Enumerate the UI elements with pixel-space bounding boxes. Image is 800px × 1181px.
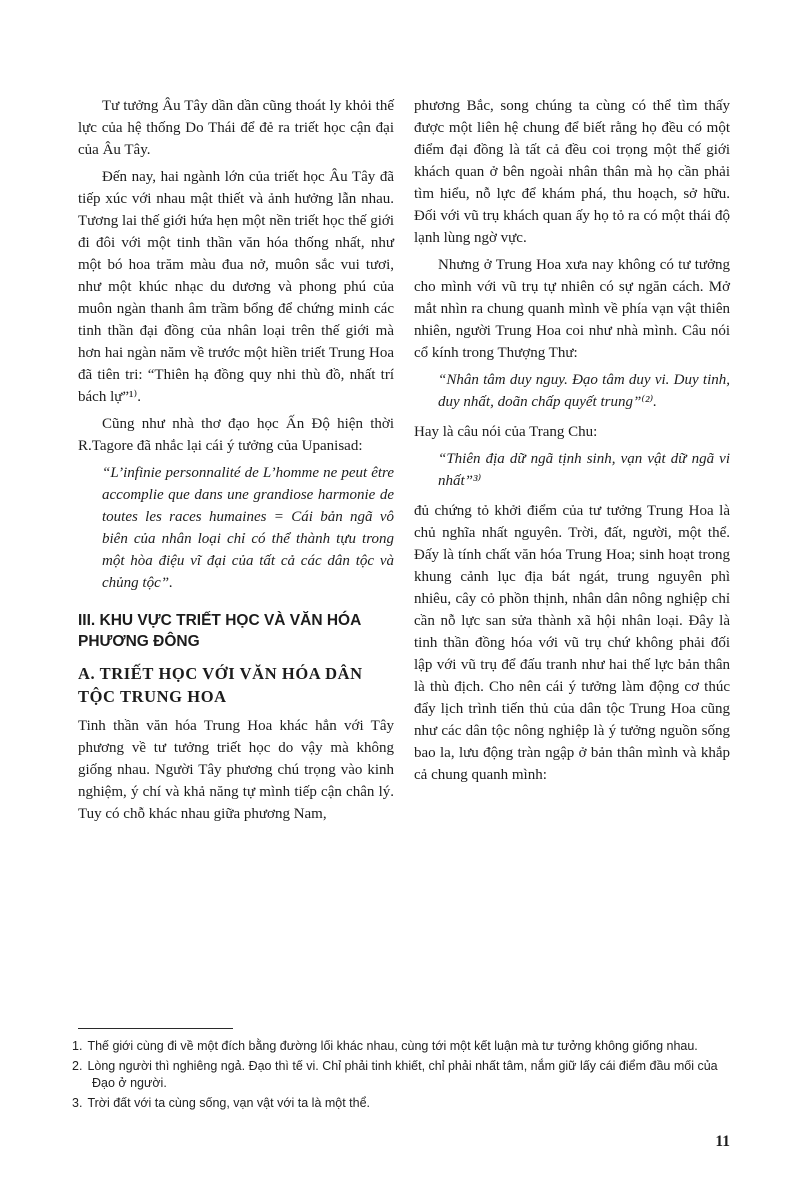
footnote-item — [72, 1038, 732, 1056]
section-subheading: A. TRIẾT HỌC VỚI VĂN HÓA DÂN TỘC TRUNG HOA — [78, 664, 363, 706]
body-paragraph: Cũng như nhà thơ đạo học Ấn Độ hiện thời R.Tagore đã nhắc lại cái ý tưởng của Upanisad: — [78, 416, 394, 454]
column-left — [78, 95, 394, 830]
footnote-marker: 3. — [72, 1095, 83, 1110]
body-paragraph: Nhưng ở Trung Hoa xưa nay không có tư tưởng cho mình với vũ trụ tự nhiên có sự ngăn cách. Mở mắt nhìn ra chung quanh mình về phía vạn vật thiên nhiên, người Trung Hoa coi như nhà mình. Câu nói cổ kính trong Thượng Thư: — [414, 257, 730, 361]
quote-paragraph: “Nhân tâm duy nguy. Đạo tâm duy vi. Duy tinh, duy nhất, doãn chấp quyết trung”⁽²⁾. — [438, 372, 730, 410]
column-right — [414, 95, 730, 830]
footnote-section — [72, 1028, 732, 1114]
page-number: 11 — [715, 1133, 730, 1150]
quote-paragraph: “Thiên địa dữ ngã tịnh sinh, vạn vật dữ ngã vi nhất”³⁾ — [438, 451, 730, 489]
body-paragraph: Tinh thần văn hóa Trung Hoa khác hẳn với Tây phương về tư tưởng triết học do vậy mà không giống nhau. Người Tây phương chú trọng vào kinh nghiệm, ý chí và khả năng tự mình tiếp cận chân lý. Tuy có chỗ khác nhau giữa phương Nam, — [78, 718, 394, 822]
quote-paragraph: “L’infinie personnalité de L’homme ne peut être accomplie que dans une grandiose harmonie de toutes les races humaines = Cái bản ngã vô biên của nhân loại chỉ có thể thành tựu trong một hòa điệu vĩ đại của tất cả các dân tộc và chủng tộc”. — [102, 465, 394, 591]
body-paragraph: đủ chứng tỏ khởi điểm của tư tưởng Trung Hoa là chủ nghĩa nhất nguyên. Trời, đất, người, một thể. Đấy là tính chất văn hóa Trung Hoa; sinh hoạt trong khung cảnh lục địa bát ngát, trung nguyên phì nhiêu, cây cỏ phồn thịnh, nhân dân nông nghiệp chỉ cần nỗ lực san sửa thành xã hội nhân loại. Đây là tinh thần đồng hóa với vũ trụ chứ không phải đối lập với vũ trụ để đấu tranh như hai thế lực bản thân là thù địch. Cho nên cái ý tưởng làm động cơ thúc đẩy lịch trình tiến thủ của dân tộc Trung Hoa cũng như các dân tộc nông nghiệp là ý tưởng nguồn sống bao la, lưu động tràn ngập ở bản thân mình và khắp cả chung quanh mình: — [414, 503, 730, 783]
body-paragraph: phương Bắc, song chúng ta cùng có thể tìm thấy được một liên hệ chung để biết rằng họ đều có một điểm đại đồng là tất cả đều coi trọng một thế giới khách quan ở bên ngoài nhân thân mà họ cần phải tìm hiểu, nỗ lực để khám phá, thu hoạch, sở hữu. Đối với vũ trụ khách quan ấy họ tỏ ra có một thái độ lạnh lùng ngờ vực. — [414, 98, 730, 246]
footnote-text: Lòng người thì nghiêng ngả. Đạo thì tế vi. Chỉ phải tinh khiết, chỉ phải nhất tâm, nắm giữ lấy cái điểm đầu mối của Đạo ở người. — [87, 1058, 718, 1090]
section-heading: III. KHU VỰC TRIẾT HỌC VÀ VĂN HÓA PHƯƠNG ĐÔNG — [78, 612, 361, 650]
footnote-list — [72, 1038, 732, 1112]
footnote-separator — [78, 1028, 233, 1029]
body-paragraph: Tư tưởng Âu Tây dần dần cũng thoát ly khỏi thế lực của hệ thống Do Thái để đẻ ra triết học cận đại của Âu Tây. — [78, 98, 394, 158]
body-paragraph: Hay là câu nói của Trang Chu: — [414, 424, 598, 440]
text-columns — [78, 95, 730, 830]
footnote-marker: 2. — [72, 1058, 83, 1073]
footnote-item — [72, 1095, 732, 1113]
footnote-text: Trời đất với ta cùng sống, vạn vật với ta là một thể. — [87, 1095, 371, 1110]
body-paragraph: Đến nay, hai ngành lớn của triết học Âu Tây đã tiếp xúc với nhau mật thiết và ảnh hưởng lẫn nhau. Tương lai thế giới hứa hẹn một nền triết học thế giới đi đôi với một tinh thần văn hóa thống nhất, như một bó hoa trăm màu đua nở, muôn sắc vui tươi, như một khúc nhạc du dương và phong phú của muôn ngàn thanh âm trầm bổng để chứng minh các tinh thần đại đồng của nhân loại trên thế giới mà hơn hai ngàn năm về trước một hiền triết Trung Hoa đã tiên tri: “Thiên hạ đồng quy nhi thù đồ, nhất trí bách lự”¹⁾. — [78, 169, 394, 405]
footnote-item — [72, 1058, 732, 1093]
footnote-marker: 1. — [72, 1039, 83, 1053]
footnote-text: Thế giới cùng đi về một đích bằng đường lối khác nhau, cùng tới một kết luận mà tư tưởng không giống nhau. — [87, 1039, 698, 1053]
